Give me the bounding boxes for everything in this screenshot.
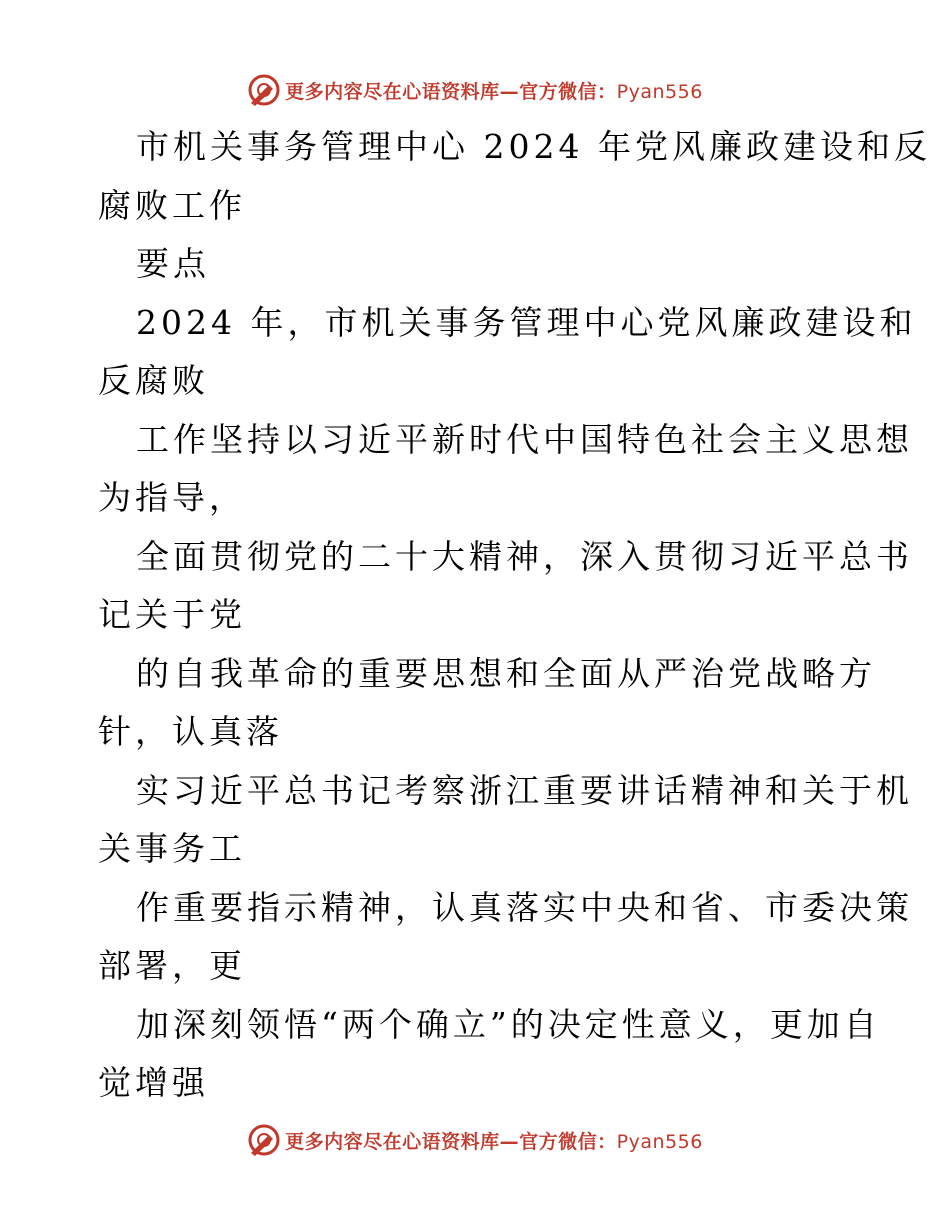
banner-text xyxy=(285,1127,703,1154)
text-line: 的自我革命的重要思想和全面从严治党战略方 xyxy=(136,653,876,693)
text-line: 实习近平总书记考察浙江重要讲话精神和关于机 xyxy=(136,770,913,810)
pen-logo-icon xyxy=(247,1123,281,1157)
banner-account: Pyan556 xyxy=(616,1130,703,1153)
text-line: 针，认真落 xyxy=(98,712,283,751)
text-line: 要点 xyxy=(136,244,210,283)
text-line: 市机关事务管理中心 2024 年党风廉政建设和反 xyxy=(136,127,931,166)
text-line: 反腐败 xyxy=(98,361,209,400)
document-body xyxy=(98,118,931,1113)
text-line: 关事务工 xyxy=(98,829,246,868)
text-line: 工作坚持以习近平新时代中国特色社会主义思想 xyxy=(136,419,913,459)
banner-caption: 更多内容尽在心语资料库—官方微信： xyxy=(285,80,617,103)
text-line: 部署，更 xyxy=(98,946,246,985)
text-line: 记关于党 xyxy=(98,595,246,634)
text-line: 2024 年，市机关事务管理中心党风廉政建设和 xyxy=(136,302,917,342)
text-line: 觉增强 xyxy=(98,1063,209,1102)
banner-account: Pyan556 xyxy=(616,80,703,103)
text-line: 腐败工作 xyxy=(98,185,246,225)
text-line: 加深刻领悟“两个确立”的决定性意义，更加自 xyxy=(136,1004,881,1044)
text-line: 作重要指示精神，认真落实中央和省、市委决策 xyxy=(136,887,913,927)
text-line: 全面贯彻党的二十大精神，深入贯彻习近平总书 xyxy=(136,536,913,576)
banner-text xyxy=(285,77,703,104)
banner-caption: 更多内容尽在心语资料库—官方微信： xyxy=(285,1130,617,1153)
footer-banner xyxy=(0,1120,950,1160)
pen-logo-icon xyxy=(247,73,281,107)
text-line: 为指导， xyxy=(98,478,246,517)
header-banner xyxy=(0,70,950,110)
